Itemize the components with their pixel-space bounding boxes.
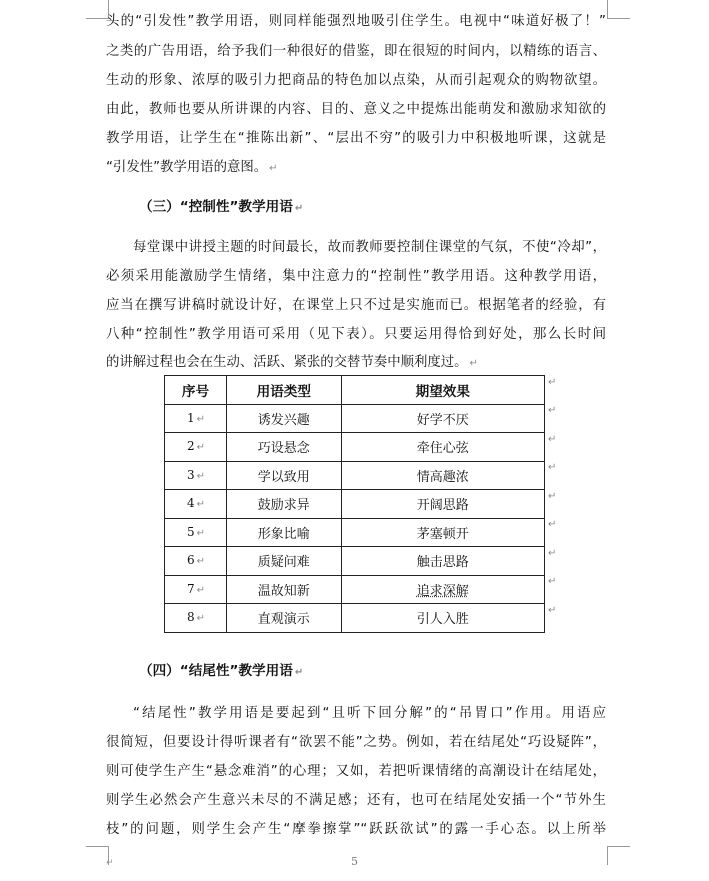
text-line: 很简短，但要设计得听课者有“欲罢不能”之势。例如，若在结尾处“巧设疑阵”， — [106, 735, 606, 750]
seq-number: 6 — [187, 553, 195, 568]
cell-effect — [341, 575, 544, 604]
cell-mark-icon: ↵ — [196, 413, 206, 425]
table-header-row — [165, 376, 545, 405]
cell-mark-icon: ↵ — [196, 584, 206, 596]
cell-seq — [165, 604, 227, 633]
heading-text: （四）“结尾性”教学用语 — [139, 663, 293, 679]
text-line: 则学生必然会产生意兴未尽的不满足感；还有，也可在结尾处安插一个“节外生 — [106, 793, 606, 808]
cell-seq — [165, 575, 227, 604]
text-line: 每堂课中讲授主题的时间最长，故而教师要控制住课堂的气氛，不使“冷却”， — [133, 240, 606, 255]
cell-effect: 情高趣浓 — [341, 461, 544, 490]
row-end-mark-icon: ↵ — [548, 605, 557, 616]
paragraph-mark-icon: ↵ — [269, 163, 278, 174]
header-effect: 期望效果 — [341, 376, 544, 405]
control-language-table — [164, 375, 545, 633]
cell-type: 直观演示 — [226, 604, 341, 633]
cell-seq — [165, 433, 227, 462]
text-line: 必须采用能激励学生情绪，集中注意力的“控制性”教学用语。这种教学用语， — [106, 269, 606, 284]
text-line: “结尾性”教学用语是要起到“且听下回分解”的“吊胃口”作用。用语应 — [133, 706, 606, 721]
line-text: 的讲解过程也会在生动、活跃、紧张的交替节奏中顺利度过。 — [106, 355, 468, 370]
cell-type: 学以致用 — [226, 461, 341, 490]
cell-effect: 好学不厌 — [341, 404, 544, 433]
text-line: 头的“引发性”教学用语，则同样能强烈地吸引住学生。电视中“味道好极了！” — [106, 14, 606, 29]
seq-number: 3 — [187, 467, 195, 482]
cell-mark-icon: ↵ — [196, 470, 206, 482]
paragraph-mark-icon: ↵ — [469, 358, 478, 369]
paragraph-mark-icon: ↵ — [294, 667, 304, 678]
table-row — [165, 461, 545, 490]
seq-number: 7 — [187, 581, 195, 596]
row-end-mark-icon: ↵ — [548, 519, 557, 530]
cell-type: 鼓励求异 — [226, 490, 341, 519]
seq-number: 1 — [187, 410, 195, 425]
page-number: 5 — [351, 855, 358, 868]
table-row — [165, 404, 545, 433]
text-line: 则可使学生产生“悬念难消”的心理；又如，若把听课情绪的高潮设计在结尾处， — [106, 764, 606, 779]
row-end-mark-icon: ↵ — [548, 576, 557, 587]
cell-seq — [165, 547, 227, 576]
heading-text: （三）“控制性”教学用语 — [139, 199, 293, 215]
effect-text: 追求深解 — [416, 583, 469, 599]
table-row — [165, 433, 545, 462]
seq-number: 4 — [187, 496, 195, 511]
row-end-mark-icon: ↵ — [548, 491, 557, 502]
text-line: 八种“控制性”教学用语可采用（见下表）。只要运用得恰到好处，那么长时间 — [106, 327, 606, 342]
text-line-last — [106, 158, 606, 179]
cell-type: 巧设悬念 — [226, 433, 341, 462]
text-line: 之类的广告用语，给予我们一种很好的借鉴，即在很短的时间内，以精练的语言、 — [106, 44, 606, 59]
seq-number: 8 — [187, 610, 195, 625]
cell-seq — [165, 461, 227, 490]
corner-mark-top-right — [607, 0, 630, 19]
cell-effect: 引人入胜 — [341, 604, 544, 633]
cell-type: 形象比喻 — [226, 518, 341, 547]
cell-effect: 茅塞顿开 — [341, 518, 544, 547]
cell-mark-icon: ↵ — [196, 613, 206, 625]
cell-type: 温故知新 — [226, 575, 341, 604]
section-heading-3 — [139, 197, 303, 219]
text-line: 教学用语，让学生在“推陈出新”、“层出不穷”的吸引力中积极地听课，这就是 — [106, 131, 606, 146]
cell-mark-icon: ↵ — [196, 527, 206, 539]
footer-mark-icon: ↵ — [106, 858, 114, 868]
section-heading-4 — [139, 661, 303, 683]
cell-seq — [165, 404, 227, 433]
text-line: 应当在撰写讲稿时就设计好，在课堂上只不过是实施而已。根据笔者的经验，有 — [106, 298, 606, 313]
cell-effect: 牵住心弦 — [341, 433, 544, 462]
table-row — [165, 490, 545, 519]
text-line: 由此，教师也要从所讲课的内容、目的、意义之中提炼出能萌发和激励求知欲的 — [106, 102, 606, 117]
header-seq: 序号 — [165, 376, 227, 405]
text-line-last — [106, 353, 606, 374]
table-row — [165, 604, 545, 633]
seq-number: 5 — [187, 524, 195, 539]
cell-seq — [165, 490, 227, 519]
table-row — [165, 575, 545, 604]
cell-seq — [165, 518, 227, 547]
paragraph-mark-icon: ↵ — [294, 203, 304, 214]
row-end-mark-icon: ↵ — [548, 548, 557, 559]
table-row — [165, 518, 545, 547]
cell-effect: 开阔思路 — [341, 490, 544, 519]
text-line: 生动的形象、浓厚的吸引力把商品的特色加以点染，从而引起观众的购物欲望。 — [106, 73, 606, 88]
cell-type: 诱发兴趣 — [226, 404, 341, 433]
cell-mark-icon: ↵ — [196, 442, 206, 454]
line-text: “引发性”教学用语的意图。 — [106, 160, 268, 175]
cell-mark-icon: ↵ — [196, 499, 206, 511]
row-end-mark-icon: ↵ — [548, 377, 557, 388]
cell-effect: 触击思路 — [341, 547, 544, 576]
row-end-mark-icon: ↵ — [548, 462, 557, 473]
row-end-mark-icon: ↵ — [548, 405, 557, 416]
header-type: 用语类型 — [226, 376, 341, 405]
table-row — [165, 547, 545, 576]
row-end-mark-icon: ↵ — [548, 434, 557, 445]
cell-type: 质疑问难 — [226, 547, 341, 576]
cell-mark-icon: ↵ — [196, 556, 206, 568]
text-line: 枝”的问题，则学生会产生“摩拳擦掌”“跃跃欲试”的露一手心态。以上所举 — [106, 822, 606, 837]
seq-number: 2 — [187, 439, 195, 454]
